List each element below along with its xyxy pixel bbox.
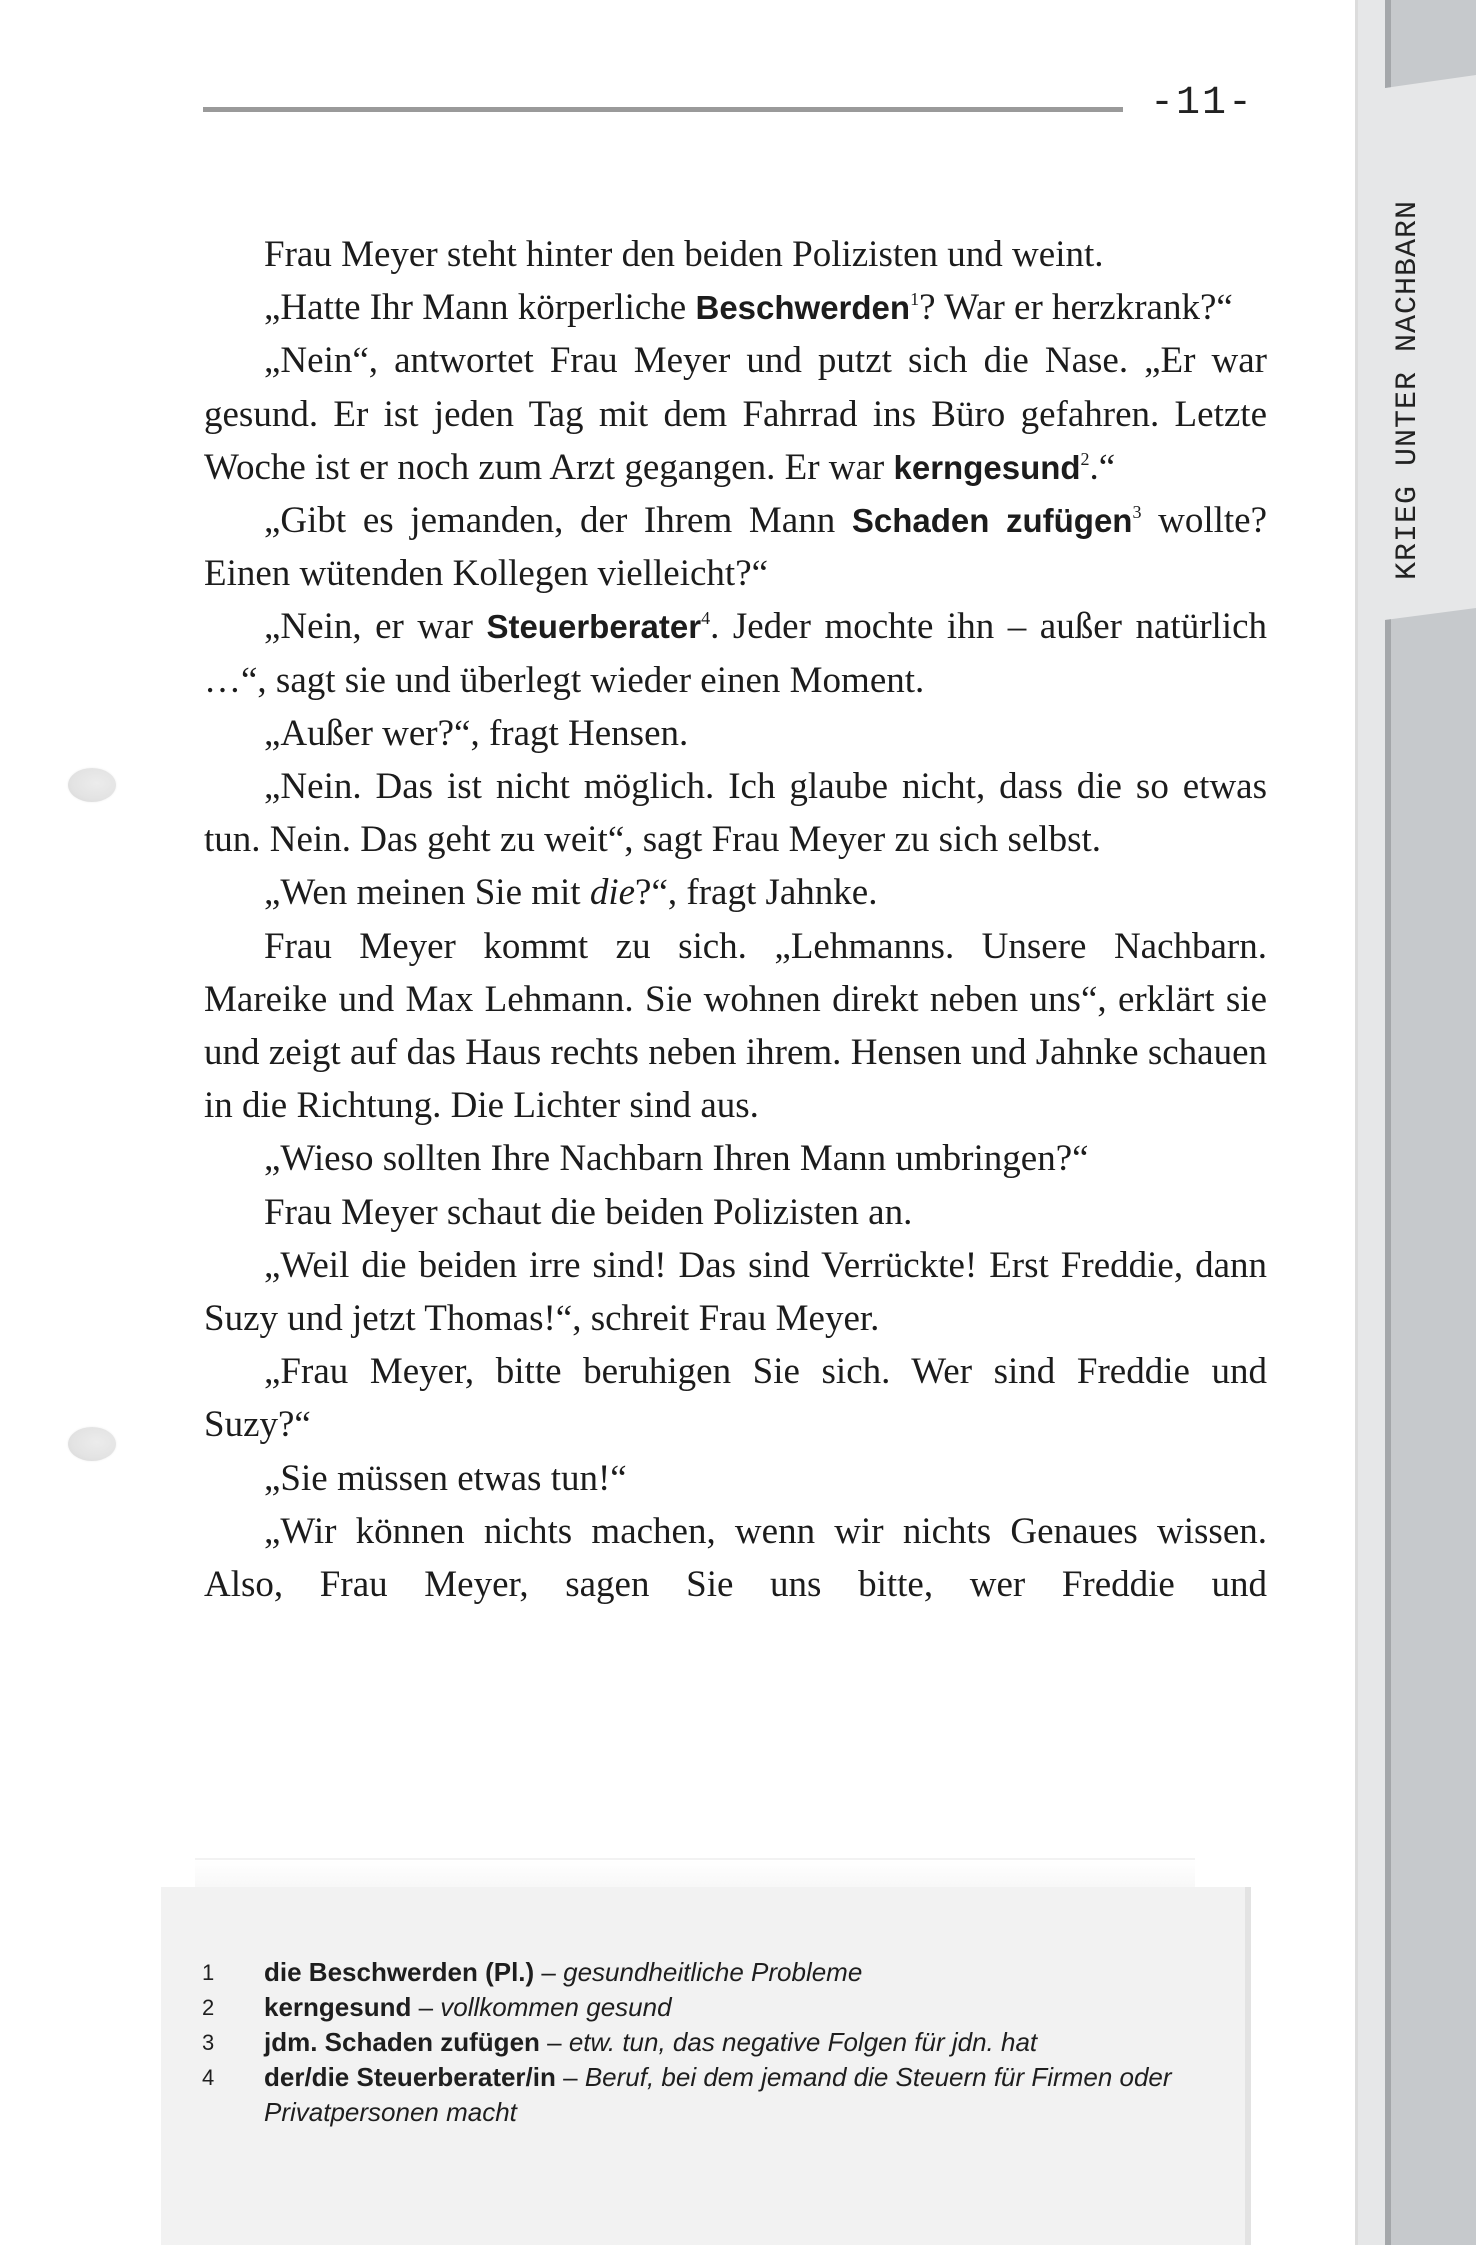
paragraph-text: wollte? Einen wütenden Kollegen vielleicht?“ xyxy=(204,500,1267,595)
paragraph xyxy=(204,334,1267,494)
paragraph xyxy=(204,760,1267,866)
footnote-item xyxy=(202,2060,1262,2130)
vocab-term: Beschwerden xyxy=(695,289,911,327)
paragraph xyxy=(204,1452,1267,1505)
paragraph-text: „Weil die beiden irre sind! Das sind Verrückte! Erst Freddie, dann Suzy und jetzt Thomas!“, schreit Frau Meyer. xyxy=(204,1244,1267,1340)
paragraph xyxy=(204,281,1267,334)
paragraph-text: „Außer wer?“, fragt Hensen. xyxy=(264,712,689,754)
footnote-separator: – xyxy=(534,1957,564,1987)
footnote-definition: vollkommen gesund xyxy=(440,1992,672,2022)
footnote-definition: Beruf, bei dem jemand die Steuern für Firmen oder Privatpersonen macht xyxy=(264,2062,1172,2127)
vocab-term: Steuerberater xyxy=(486,608,702,646)
paragraph xyxy=(204,1505,1267,1611)
paragraph xyxy=(204,866,1267,919)
paragraph-text: „Wir können nichts machen, wenn wir nichts Genaues wissen. Also, Frau Meyer, sagen Sie uns bitte, wer Freddie und xyxy=(204,1510,1267,1606)
footnote-marker: 2 xyxy=(1080,448,1090,469)
footnote-number: 1 xyxy=(202,1960,215,1985)
footnote-number: 3 xyxy=(202,2030,215,2055)
paragraph xyxy=(204,228,1267,281)
footnote-item xyxy=(202,2025,1262,2060)
paragraph-text: „Nein“, antwortet Frau Meyer und putzt sich die Nase. „Er war gesund. Er ist jeden Tag mit dem Fahrrad ins Büro gefahren. Letzte Woche ist er noch zum Arzt gegangen. Er war xyxy=(204,340,1267,488)
paragraph-text: „Wieso sollten Ihre Nachbarn Ihren Mann umbringen?“ xyxy=(264,1138,1089,1180)
footnote-definition: etw. tun, das negative Folgen für jdn. hat xyxy=(568,2027,1038,2057)
footnote-box-shadow xyxy=(195,1858,1195,1890)
paragraph-text: .“ xyxy=(1089,446,1116,488)
footnote-marker: 1 xyxy=(910,289,920,310)
paragraph xyxy=(204,1132,1267,1185)
footnote-definition: gesundheitliche Probleme xyxy=(563,1957,863,1987)
chapter-tab-bottom xyxy=(1385,608,1476,2245)
footnote-term: die Beschwerden (Pl.) xyxy=(264,1957,535,1987)
footnote-separator: – xyxy=(555,2062,585,2092)
punch-hole-icon xyxy=(68,1427,116,1461)
footnote-marker: 3 xyxy=(1132,502,1142,523)
story-text xyxy=(204,228,1267,1611)
paragraph-text: „Nein, er war xyxy=(264,606,487,648)
paragraph-text: „Frau Meyer, bitte beruhigen Sie sich. Wer sind Freddie und Suzy?“ xyxy=(204,1351,1267,1446)
footnote-list xyxy=(202,1955,1262,2130)
page-number: -11- xyxy=(1150,81,1255,126)
vocab-term: kerngesund xyxy=(893,448,1081,486)
vocab-term: Schaden zufügen xyxy=(851,502,1133,540)
footnote-term: kerngesund xyxy=(264,1992,412,2022)
paragraph-text: Frau Meyer schaut die beiden Polizisten an. xyxy=(264,1191,913,1233)
paragraph-text: Frau Meyer steht hinter den beiden Polizisten und weint. xyxy=(264,234,1104,275)
paragraph-text: ?“, fragt Jahnke. xyxy=(635,872,878,914)
paragraph-text: „Nein. Das ist nicht möglich. Ich glaube nicht, dass die so etwas tun. Nein. Das geht zu weit“, sagt Frau Meyer zu sich selbst. xyxy=(204,766,1267,861)
footnote-term: jdm. Schaden zufügen xyxy=(264,2027,540,2057)
paragraph-text: Frau Meyer kommt zu sich. „Lehmanns. Unsere Nachbarn. Mareike und Max Lehmann. Sie wohnen direkt neben uns“, erklärt sie und zeigt auf das Haus rechts neben ihrem. Hensen und Jahnke schauen in die Richtung. Die Lichter sind aus. xyxy=(204,925,1267,1127)
paragraph xyxy=(204,920,1267,1133)
paragraph xyxy=(204,494,1267,600)
header-rule xyxy=(203,107,1123,112)
paragraph xyxy=(204,707,1267,760)
paragraph xyxy=(204,1345,1267,1451)
running-title: KRIEG UNTER NACHBARN xyxy=(1391,199,1425,580)
paragraph xyxy=(204,1239,1267,1345)
paragraph-text: „Sie müssen etwas tun!“ xyxy=(264,1457,627,1499)
footnote-item xyxy=(202,1955,1262,1990)
paragraph-text: „Wen meinen Sie mit xyxy=(264,872,590,914)
paragraph-text: ? War er herzkrank?“ xyxy=(919,287,1233,329)
footnote-separator: – xyxy=(411,1992,441,2022)
footnote-separator: – xyxy=(539,2027,569,2057)
footnote-number: 2 xyxy=(202,1995,215,2020)
paragraph-text: . Jeder mochte ihn – außer natürlich …“, sagt sie und überlegt wieder einen Moment. xyxy=(204,606,1268,701)
footnote-marker: 4 xyxy=(701,608,711,629)
punch-hole-icon xyxy=(68,768,116,802)
paragraph-text: „Gibt es jemanden, der Ihrem Mann xyxy=(264,500,852,542)
footnote-number: 4 xyxy=(202,2065,215,2090)
paragraph xyxy=(204,600,1267,706)
paragraph-text: „Hatte Ihr Mann körperliche xyxy=(264,287,696,329)
footnote-term: der/die Steuerberater/in xyxy=(264,2062,556,2092)
emphasis: die xyxy=(589,872,636,914)
paragraph xyxy=(204,1186,1267,1239)
footnote-item xyxy=(202,1990,1262,2025)
